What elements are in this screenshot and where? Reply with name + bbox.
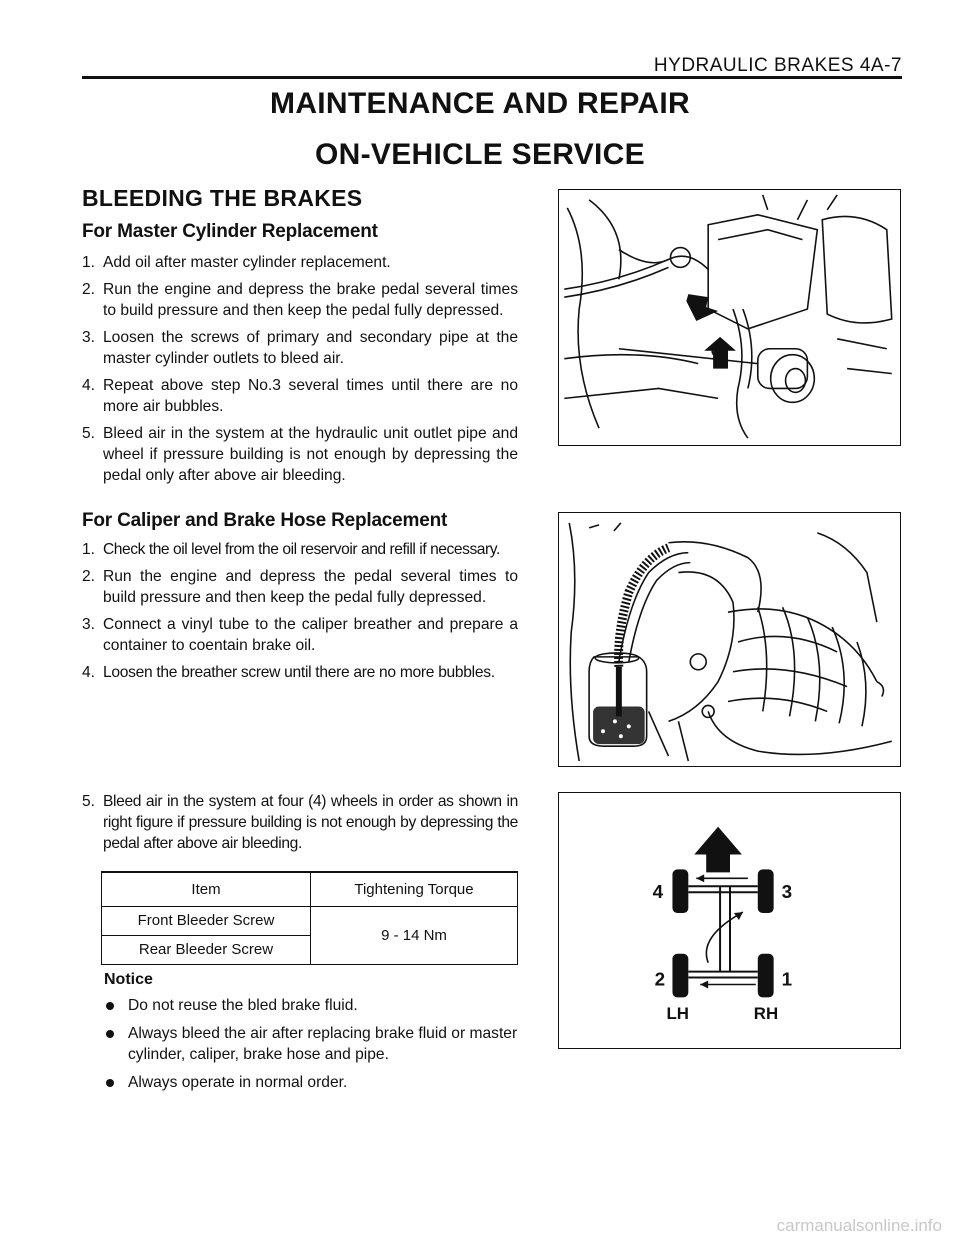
step-text: Loosen the breather screw until there are no more bubbles. xyxy=(103,664,495,681)
step-number: 1. xyxy=(82,254,96,271)
table-header-row xyxy=(102,872,518,906)
notice-list xyxy=(104,995,524,1100)
table-cell-item: Rear Bleeder Screw xyxy=(102,935,311,964)
step-number: 5. xyxy=(82,425,96,442)
caliper-steps xyxy=(82,539,518,689)
master-cylinder-heading: For Master Cylinder Replacement xyxy=(82,221,378,242)
master-cylinder-figure xyxy=(558,189,901,446)
table-cell-torque: 9 - 14 Nm xyxy=(311,906,518,964)
step-number: 4. xyxy=(82,664,96,681)
table-header-torque: Tightening Torque xyxy=(311,872,518,906)
page-subtitle: ON-VEHICLE SERVICE xyxy=(315,138,645,171)
list-item xyxy=(82,614,518,656)
caliper-bleeding-illustration xyxy=(559,513,900,766)
bullet-icon xyxy=(106,1002,114,1010)
caliper-bleeding-figure xyxy=(558,512,901,767)
list-item xyxy=(82,662,518,683)
step-text: Add oil after master cylinder replacement. xyxy=(103,254,391,271)
caliper-step-5 xyxy=(82,791,518,860)
list-item xyxy=(104,1072,524,1093)
list-item xyxy=(82,252,518,273)
table-row xyxy=(102,906,518,935)
list-item xyxy=(82,566,518,608)
running-head: HYDRAULIC BRAKES 4A-7 xyxy=(653,55,902,76)
step-text: Bleed air in the system at four (4) wheels in order as shown in right figure if pressure building is not enough by depressing the pedal after above air bleeding. xyxy=(103,793,518,852)
list-item xyxy=(104,995,524,1016)
step-text: Run the engine and depress the pedal several times to build pressure and then keep the pedal fully depressed. xyxy=(103,568,518,606)
wheel-label-3: 3 xyxy=(781,881,793,903)
wheel-label-2: 2 xyxy=(654,968,666,990)
list-item xyxy=(82,327,518,369)
bleeding-order-figure xyxy=(558,792,901,1049)
watermark: carmanualsonline.info xyxy=(776,1216,942,1235)
list-item xyxy=(82,279,518,321)
notice-text: Always bleed the air after replacing brake fluid or master cylinder, caliper, brake hose and pipe. xyxy=(128,1025,518,1063)
step-number: 5. xyxy=(82,793,96,810)
step-number: 1. xyxy=(82,541,96,558)
bleeding-order-diagram xyxy=(559,793,900,1048)
caliper-heading: For Caliper and Brake Hose Replacement xyxy=(82,510,448,531)
side-label-lh: LH xyxy=(666,1004,689,1024)
side-label-rh: RH xyxy=(753,1004,779,1024)
notice-text: Do not reuse the bled brake fluid. xyxy=(128,997,358,1014)
step-number: 2. xyxy=(82,281,96,298)
step-text: Repeat above step No.3 several times until there are no more air bubbles. xyxy=(103,377,518,415)
bullet-icon xyxy=(106,1030,114,1038)
table-header-item: Item xyxy=(102,872,311,906)
notice-title: Notice xyxy=(104,971,153,988)
step-text: Run the engine and depress the brake pedal several times to build pressure and then keep the pedal fully depressed. xyxy=(103,281,518,319)
list-item xyxy=(82,375,518,417)
step-number: 3. xyxy=(82,616,96,633)
bullet-icon xyxy=(106,1079,114,1087)
notice-text: Always operate in normal order. xyxy=(128,1074,348,1091)
step-text: Bleed air in the system at the hydraulic unit outlet pipe and wheel if pressure building is not enough by depressing the pedal only after above air bleeding. xyxy=(103,425,518,484)
section-heading: BLEEDING THE BRAKES xyxy=(82,185,363,211)
torque-table xyxy=(101,871,518,965)
list-item xyxy=(82,539,518,560)
step-number: 2. xyxy=(82,568,96,585)
step-text: Check the oil level from the oil reservoir and refill if necessary. xyxy=(103,541,500,558)
wheel-label-1: 1 xyxy=(781,968,793,990)
table-cell-item: Front Bleeder Screw xyxy=(102,906,311,935)
list-item xyxy=(104,1023,524,1065)
list-item xyxy=(82,423,518,486)
step-text: Connect a vinyl tube to the caliper breather and prepare a container to coentain brake oil. xyxy=(103,616,518,654)
header-rule xyxy=(82,76,902,79)
step-number: 3. xyxy=(82,329,96,346)
page-title: MAINTENANCE AND REPAIR xyxy=(270,87,690,120)
step-text: Loosen the screws of primary and secondary pipe at the master cylinder outlets to bleed air. xyxy=(103,329,518,367)
step-number: 4. xyxy=(82,377,96,394)
master-cylinder-illustration xyxy=(559,190,900,445)
list-item xyxy=(82,791,518,854)
master-cylinder-steps xyxy=(82,252,518,492)
wheel-label-4: 4 xyxy=(652,881,664,903)
